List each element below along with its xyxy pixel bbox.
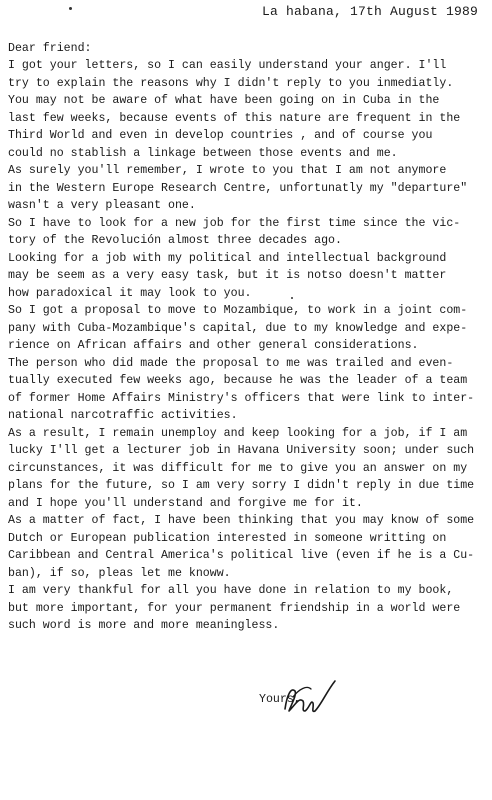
body-line: but more important, for your permanent friendship in a world were — [8, 601, 461, 615]
body-line: of former Home Affairs Ministry's officers that were link to inter- — [8, 391, 475, 405]
letter-body — [8, 57, 488, 635]
body-line: Dutch or European publication interested in someone writting on — [8, 531, 447, 545]
body-line: lucky I'll get a lecturer job in Havana University soon; under such — [8, 444, 475, 457]
body-line: plans for the future, so I am very sorry I didn't reply in due time — [8, 479, 475, 492]
ink-speck — [69, 7, 72, 10]
ink-speck — [291, 297, 293, 299]
body-line: I am very thankful for all you have done in relation to my book, — [8, 584, 454, 597]
body-line: As a matter of fact, I have been thinking that you may know of some — [8, 514, 475, 527]
body-line: ban), if so, pleas let me knoww. — [8, 566, 231, 580]
body-line: circunstances, it was difficult for me to give you an answer on my — [8, 461, 468, 475]
body-line: So I got a proposal to move to Mozambique, to work in a joint com- — [8, 304, 468, 317]
body-line: wasn't a very pleasant one. — [8, 199, 196, 212]
letter-closing: Yours, — [259, 693, 301, 706]
body-line: You may not be aware of what have been going on in Cuba in the — [8, 94, 440, 107]
body-line: tually executed few weeks ago, because he was the leader of a team — [8, 374, 468, 387]
body-line: rience on African affairs and other general considerations. — [8, 339, 419, 352]
body-line: The person who did made the proposal to me was trailed and even- — [8, 356, 454, 370]
body-line: such word is more and more meaningless. — [8, 619, 280, 632]
body-line: try to explain the reasons why I didn't reply to you inmediatly. — [8, 76, 454, 90]
body-line: national narcotraffic activities. — [8, 409, 238, 422]
letter-dateline: La habana, 17th August 1989 — [262, 4, 479, 19]
body-line: could no stablish a linkage between those events and me. — [8, 146, 398, 160]
body-line: how paradoxical it may look to you. — [8, 286, 252, 300]
body-line: So I have to look for a new job for the first time since the vic- — [8, 216, 461, 230]
body-line: tory of the Revolución almost three decades ago. — [8, 234, 342, 247]
body-line: in the Western Europe Research Centre, unfortunatly my "departure" — [8, 181, 468, 195]
body-line: As a result, I remain unemploy and keep looking for a job, if I am — [8, 426, 468, 440]
body-line: last few weeks, because events of this nature are frequent in the — [8, 111, 461, 125]
body-line: As surely you'll remember, I wrote to you that I am not anymore — [8, 164, 447, 177]
body-line: and I hope you'll understand and forgive me for it. — [8, 496, 363, 510]
body-line: may be seem as a very easy task, but it is notso doesn't matter — [8, 269, 447, 282]
body-line: Caribbean and Central America's political live (even if he is a Cu- — [8, 549, 475, 562]
handwritten-signature — [281, 675, 341, 719]
body-line: Third World and even in develop countries , and of course you — [8, 129, 433, 142]
letter-salutation: Dear friend: — [8, 42, 92, 55]
body-line: Looking for a job with my political and intellectual background — [8, 251, 447, 265]
body-line: pany with Cuba-Mozambique's capital, due to my knowledge and expe- — [8, 321, 468, 335]
body-line: I got your letters, so I can easily understand your anger. I'll — [8, 59, 447, 72]
